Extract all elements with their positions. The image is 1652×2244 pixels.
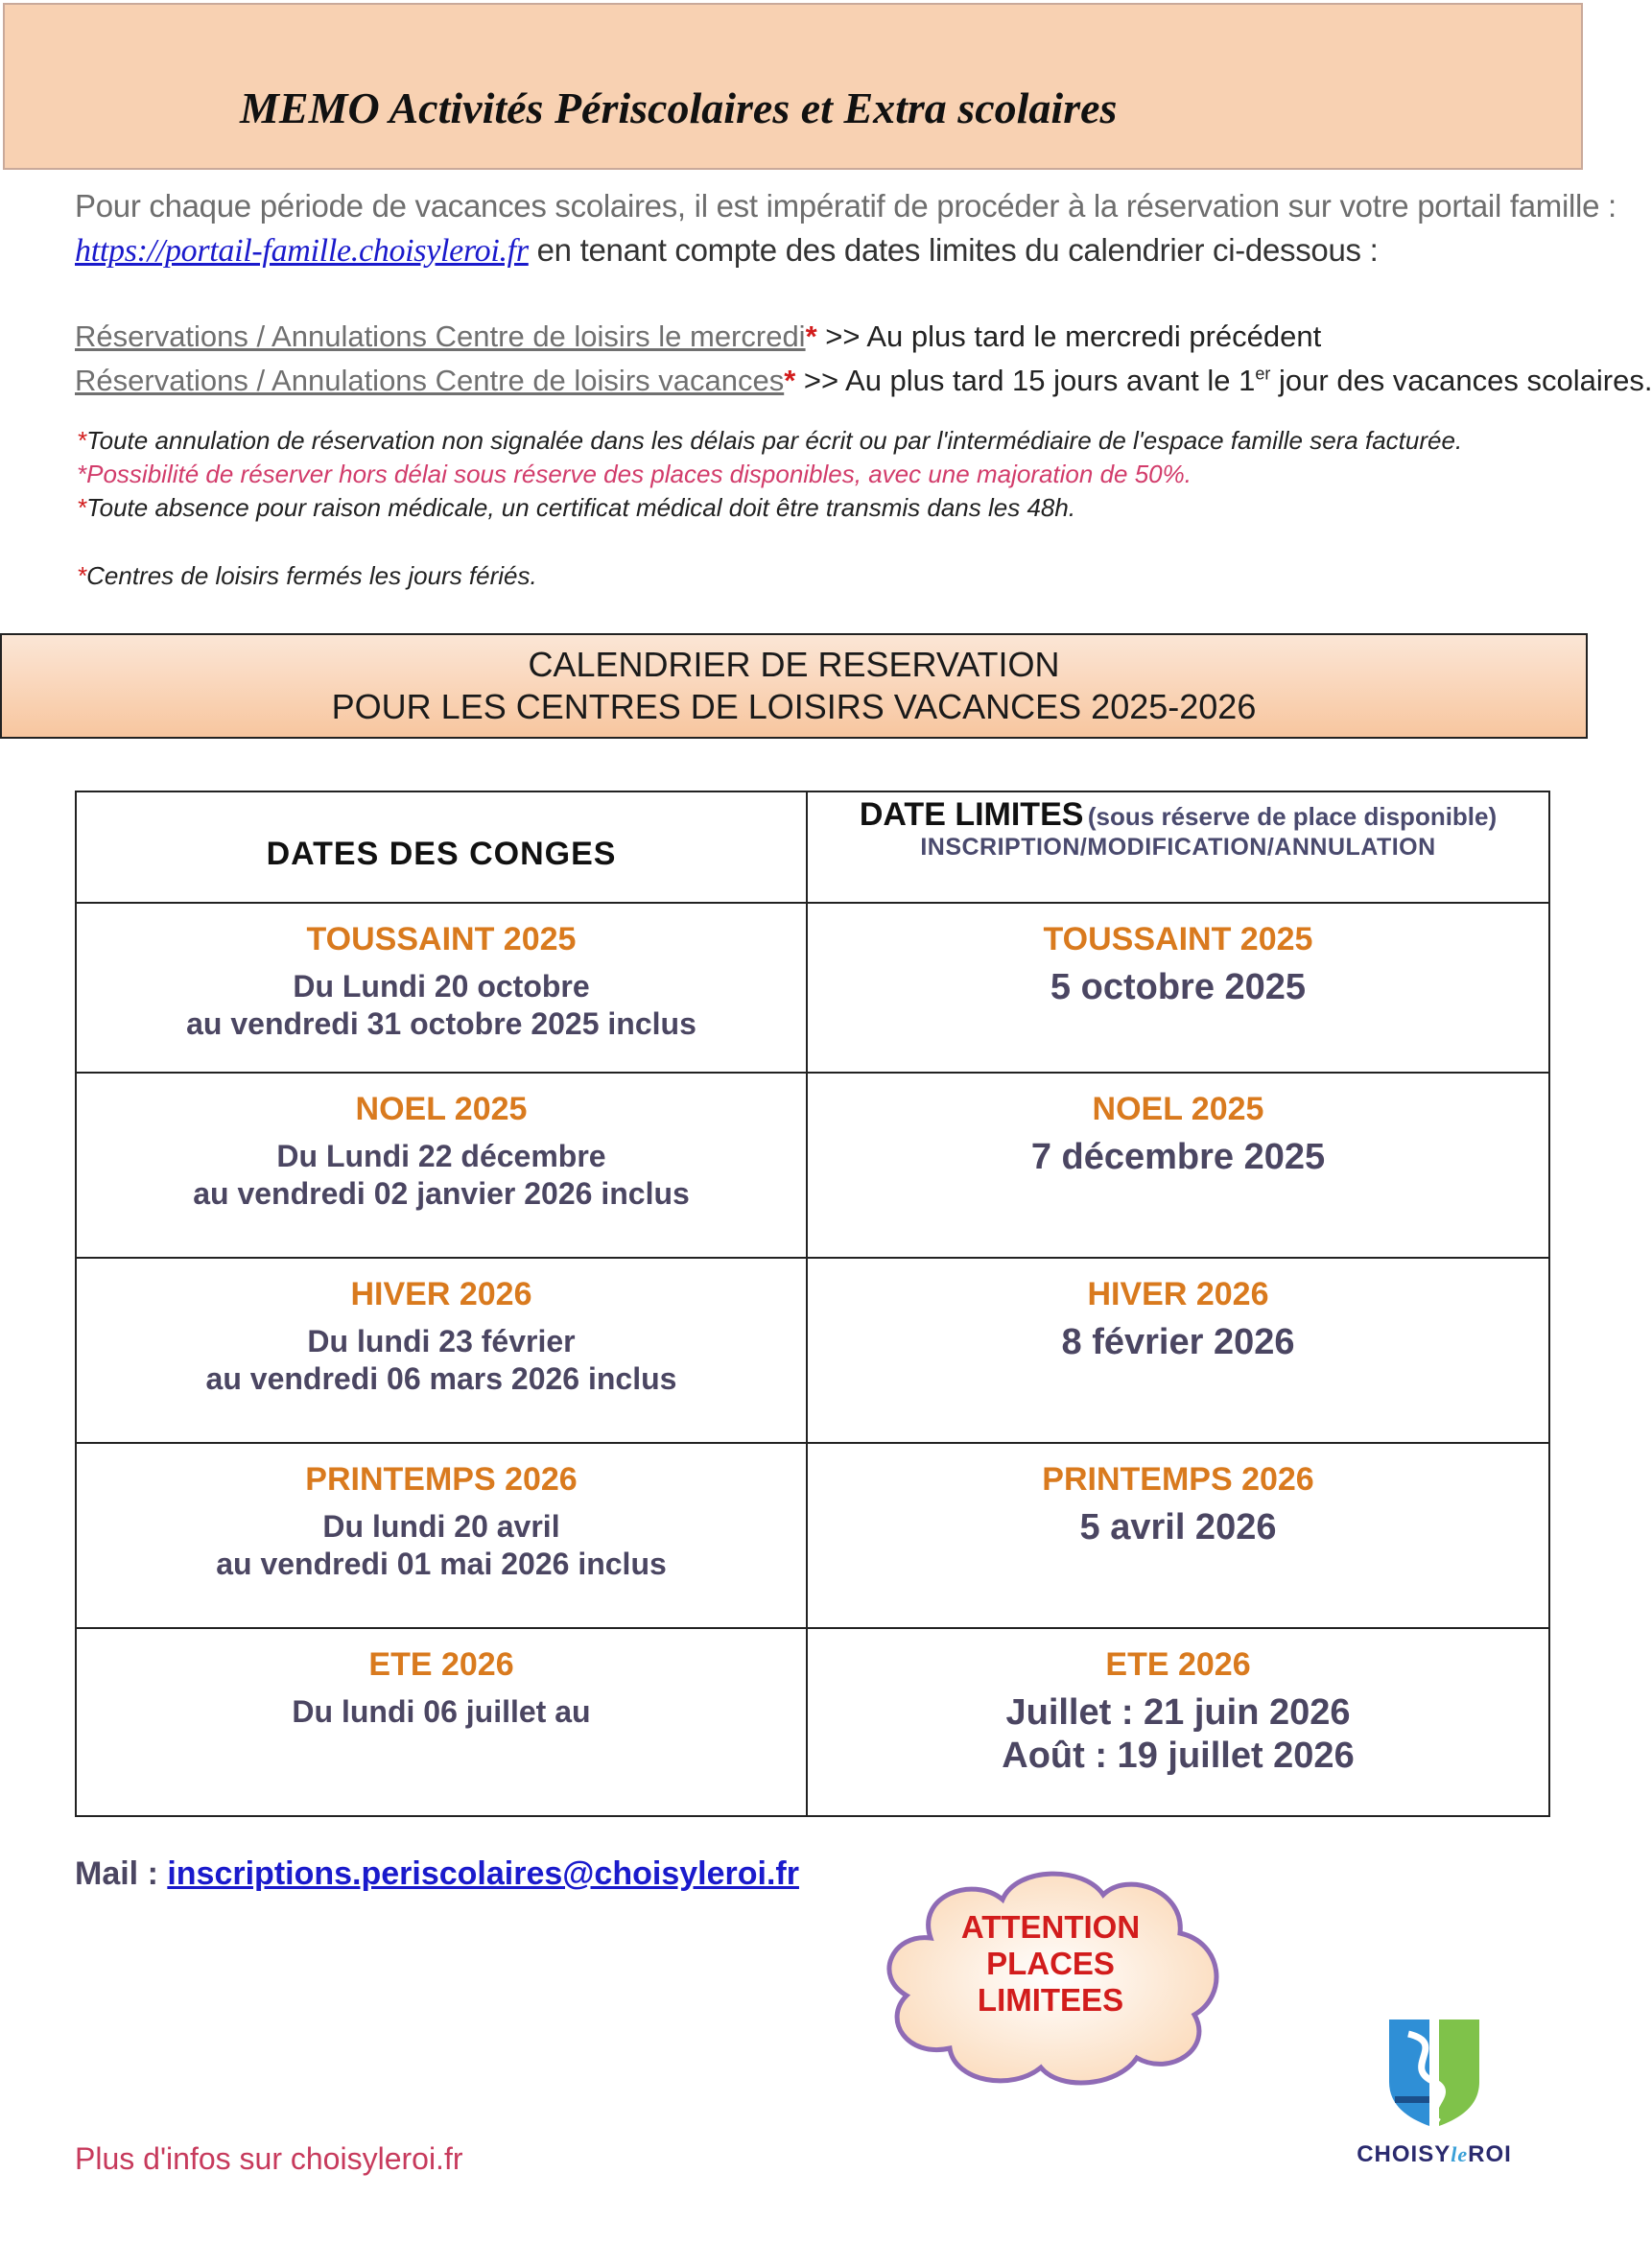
- table-row: [76, 1443, 1549, 1628]
- limite-cell: PRINTEMPS 2026 5 avril 2026: [807, 1443, 1549, 1628]
- resa-vacances: [75, 364, 1652, 398]
- mail-link[interactable]: inscriptions.periscolaires@choisyleroi.fr: [167, 1855, 799, 1892]
- note-absence: *Toute absence pour raison médicale, un certificat médical doit être transmis dans les 48h.: [77, 493, 1076, 522]
- calendar-title: CALENDRIER DE RESERVATION: [528, 645, 1060, 684]
- cloud-text-3: LIMITEES: [977, 1982, 1124, 2018]
- asterisk: *: [805, 319, 817, 353]
- note-jours-feries: *Centres de loisirs fermés les jours fériés.: [77, 561, 537, 590]
- table-row: [76, 1258, 1549, 1443]
- mail-label: Mail :: [75, 1855, 168, 1892]
- table-row: [76, 1628, 1549, 1816]
- cloud-text-2: PLACES: [986, 1946, 1115, 1981]
- mail-line: [75, 1855, 799, 1893]
- more-info-link[interactable]: Plus d'infos sur choisyleroi.fr: [75, 2141, 463, 2176]
- resa-mercredi-label: Réservations / Annulations Centre de loisirs le mercredi: [75, 319, 806, 353]
- conges-cell: NOEL 2025 Du Lundi 22 décembre au vendredi 02 janvier 2026 inclus: [76, 1073, 807, 1258]
- conges-cell: ETE 2026 Du lundi 06 juillet au: [76, 1628, 807, 1816]
- limite-cell: HIVER 2026 8 février 2026: [807, 1258, 1549, 1443]
- table-row: [76, 1073, 1549, 1258]
- limite-cell: ETE 2026 Juillet : 21 juin 2026 Août : 19 juillet 2026: [807, 1628, 1549, 1816]
- limite-cell: TOUSSAINT 2025 5 octobre 2025: [807, 903, 1549, 1073]
- calendar-table: [75, 791, 1550, 1817]
- note-annulation: *Toute annulation de réservation non signalée dans les délais par écrit ou par l'intermédiaire de l'espace famille sera facturée.: [77, 426, 1463, 455]
- resa-mercredi-rule: >> Au plus tard le mercredi précédent: [816, 319, 1322, 353]
- intro-line-2: [75, 232, 1378, 270]
- intro-line: Pour chaque période de vacances scolaires, il est impératif de procéder à la réservation sur votre portail famille :: [75, 188, 1617, 224]
- conges-cell: PRINTEMPS 2026 Du lundi 20 avril au vendredi 01 mai 2026 inclus: [76, 1443, 807, 1628]
- table-row: [76, 903, 1549, 1073]
- resa-vacances-label: Réservations / Annulations Centre de loisirs vacances: [75, 364, 785, 397]
- limite-cell: NOEL 2025 7 décembre 2025: [807, 1073, 1549, 1258]
- table-header-row: [76, 791, 1549, 903]
- conges-cell: TOUSSAINT 2025 Du Lundi 20 octobre au vendredi 31 octobre 2025 inclus: [76, 903, 807, 1073]
- page-title: MEMO Activités Périscolaires et Extra scolaires: [240, 83, 1118, 132]
- header-date-limites: DATE LIMITES (sous réserve de place disponible) INSCRIPTION/MODIFICATION/ANNULATION: [807, 791, 1549, 903]
- choisy-le-roi-logo-icon: [1381, 2015, 1487, 2130]
- asterisk: *: [784, 364, 796, 397]
- intro-tail: en tenant compte des dates limites du calendrier ci-dessous :: [528, 232, 1379, 268]
- resa-vacances-rule: >> Au plus tard 15 jours avant le 1er jour des vacances scolaires.: [795, 364, 1652, 397]
- logo-text: CHOISYleROI: [1357, 2141, 1512, 2167]
- cloud-text-1: ATTENTION: [960, 1909, 1141, 1945]
- resa-mercredi: [75, 319, 1321, 354]
- portal-famille-link[interactable]: https://portail-famille.choisyleroi.fr: [75, 233, 529, 269]
- note-hors-delai: *Possibilité de réserver hors délai sous réserve des places disponibles, avec une majoration de 50%.: [77, 460, 1192, 488]
- header-dates-conges: DATES DES CONGES: [76, 791, 807, 903]
- conges-cell: HIVER 2026 Du lundi 23 février au vendredi 06 mars 2026 inclus: [76, 1258, 807, 1443]
- calendar-subtitle: POUR LES CENTRES DE LOISIRS VACANCES 2025-2026: [331, 687, 1257, 726]
